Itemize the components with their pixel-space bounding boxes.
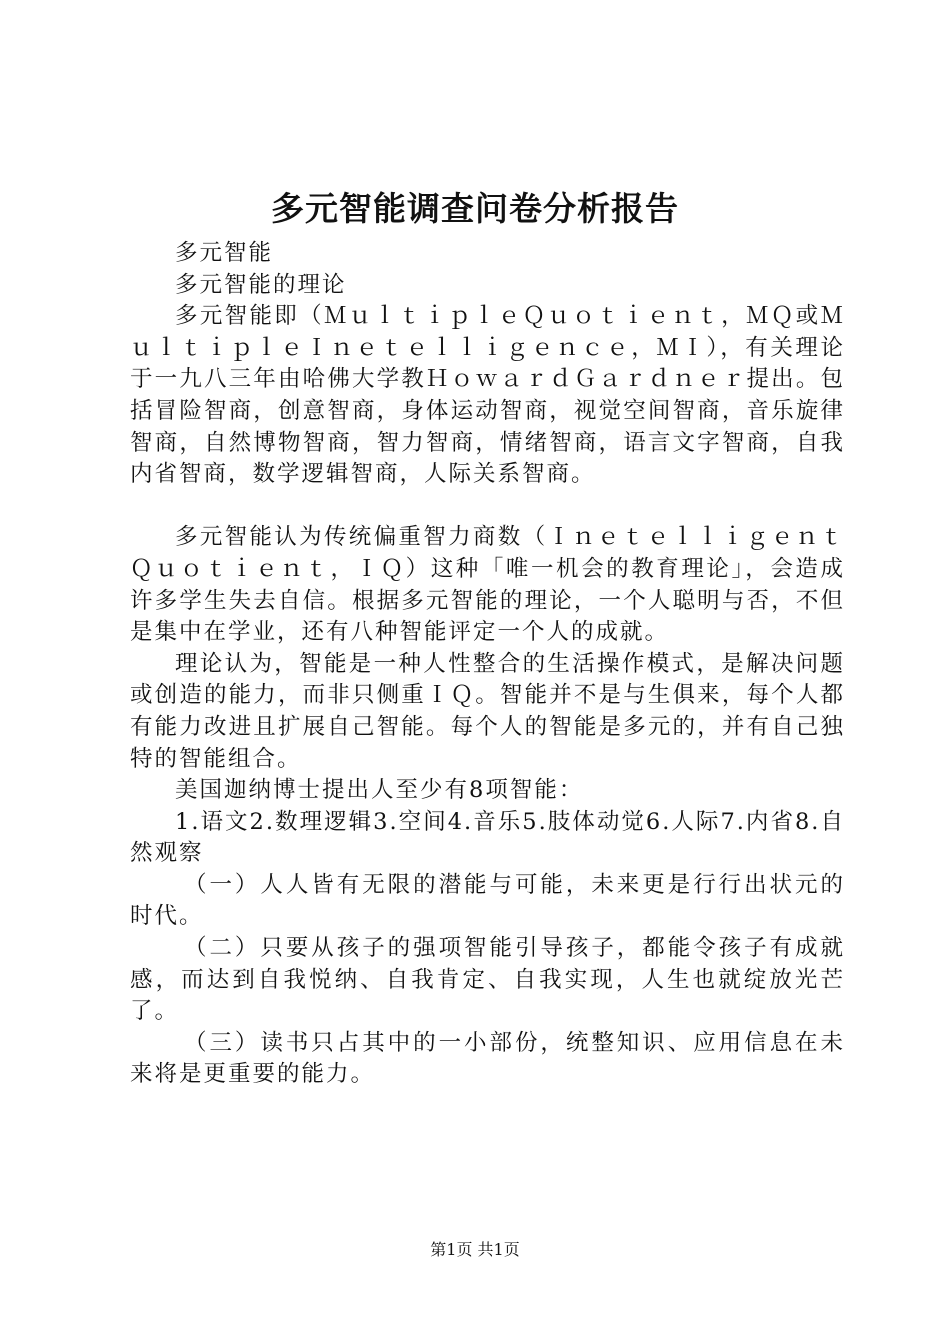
paragraph-heading-2: 多元智能的理论 [175,271,347,298]
paragraph-theory: 理论认为，智能是一种人性整合的生活操作模式，是解决问题或创造的能力，而非只侧重ＩＱ。智能并不是与生俱来，每个人都有能力改进且扩展自己智能。每个人的智能是多元的，并有自己独特的智能组合。 [130,650,845,772]
paragraph-point-1: （一）人人皆有无限的潜能与可能，未来更是行行出状元的时代。 [130,871,845,930]
document-body [130,238,845,1091]
paragraph-heading-1: 多元智能 [175,240,274,266]
document-title: 多元智能调查问卷分析报告 [271,189,679,228]
paragraph-point-3: （三）读书只占其中的一小部份，统整知识、应用信息在未来将是更重要的能力。 [130,1029,845,1088]
page-footer: 第1页 共1页 [430,1240,520,1259]
paragraph-eight-intelligences-intro: 美国迦纳博士提出人至少有8项智能： [175,777,584,804]
paragraph-intelligence-list: 1.语文2.数理逻辑3.空间4.音乐5.肢体动觉6.人际7.内省8.自然观察 [130,808,845,867]
paragraph-point-2: （二）只要从孩子的强项智能引导孩子，都能令孩子有成就感，而达到自我悦纳、自我肯定、自我实现，人生也就绽放光芒了。 [130,935,845,1025]
paragraph-traditional-iq: 多元智能认为传统偏重智力商数（ＩｎｅｔｅｌｌｉｇｅｎｔＱｕｏｔｉｅｎｔ，ＩＱ）这种「唯一机会的教育理论」，会造成许多学生失去自信。根据多元智能的理论，一个人聪明与否，不但是集中在学业，还有八种智能评定一个人的成就。 [130,524,845,646]
paragraph-definition: 多元智能即（ＭｕｌｔｉｐｌｅＱｕｏｔｉｅｎｔ，ＭＱ或ＭｕｌｔｉｐｌｅＩｎｅｔｅｌｌｉｇｅｎｃｅ，ＭＩ），有关理论于一九八三年由哈佛大学教ＨｏｗａｒｄＧａｒｄｎｅｒ提出。包括冒险智商，创意智商，身体运动智商，视觉空间智商，音乐旋律智商，自然博物智商，智力智商，情绪智商，语言文字智商，自我内省智商，数学逻辑智商，人际关系智商。 [130,303,845,488]
